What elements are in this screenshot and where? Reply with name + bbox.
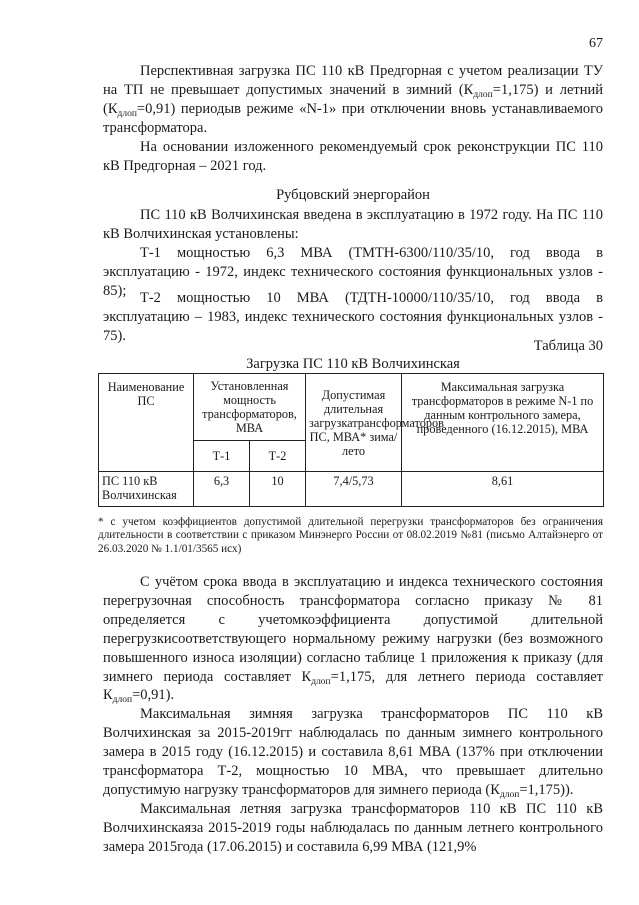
header-installed-power: Установленная мощность трансформаторов, МВА <box>194 374 306 441</box>
cell-t2-power: 10 <box>250 472 306 507</box>
table-row <box>99 472 604 507</box>
paragraph-transformer-t2: Т-2 мощностью 10 МВА (ТДТН-10000/110/35/10, год ввода в эксплуатацию – 1983, индекс технического состояния функциональных узлов - 75). <box>103 290 603 344</box>
header-t1: Т-1 <box>194 441 250 472</box>
section-heading: Рубцовский энергорайон <box>276 187 430 203</box>
table-footnote: * с учетом коэффициентов допустимой длительной перегрузки трансформаторов без ограничения длительности в соответствии с приказом Минэнерго России от 08.02.2019 №81 (письмо Алтайэнерго от 26.03.2020 № 1.1/01/3565 исх) <box>98 516 603 555</box>
bottom-text <box>103 573 603 857</box>
cell-t1-power: 6,3 <box>194 472 250 507</box>
paragraph-prospective-load: Перспективная загрузка ПС 110 кВ Предгорная с учетом реализации ТУ на ТП не превышает допустимых значений в зимний $(К_{длоп}=1,175)$ и летний $(К_{длоп}=0,91)$ периодыв режиме «N-1» при отключении вновь устанавливаемого трансформатора. <box>103 63 604 136</box>
paragraph-substation-intro: ПС 110 кВ Волчихинская введена в эксплуатацию в 1972 году. На ПС 110 кВ Волчихинская установлены: <box>103 207 603 242</box>
paragraph-summer-load: Максимальная летняя загрузка трансформаторов 110 кВ ПС 110 кВ Волчихинскаяза 2015-2019 годы наблюдалась по данным летнего контрольного замера 2015года (17.06.2015) и составила 6,99 МВА (121,9% <box>103 800 603 855</box>
cell-permissible-load: 7,4/5,73 <box>306 472 402 507</box>
table-title: Загрузка ПС 110 кВ Волчихинская <box>246 356 460 372</box>
paragraph-transformer-t1: Т-1 мощностью 6,3 МВА (ТМТН-6300/110/35/10, год ввода в эксплуатацию - 1972, индекс технического состояния функциональных узлов - 85); <box>103 245 603 299</box>
page-number: 67 <box>589 36 603 51</box>
load-table <box>98 373 604 507</box>
paragraph-reconstruction-term: На основании изложенного рекомендуемый срок реконструкции ПС 110 кВ Предгорная – 2021 год. <box>103 139 603 174</box>
table-header-row <box>99 374 604 441</box>
cell-max-load: 8,61 <box>402 472 604 507</box>
header-max-load: Максимальная загрузка трансформаторов в режиме N-1 по данным контрольного замера, проведенного (16.12.2015), МВА <box>402 374 604 472</box>
paragraph-overload-capacity: С учётом срока ввода в эксплуатацию и индекса технического состояния перегрузочная способность трансформатора согласно приказу № 81 определяется с учетомкоэффициента допустимой длительной перегрузкисоответствующего нормальному режиму нагрузки (без возможного повышенного износа изоляции) согласно таблице 1 приложения к приказу (для зимнего периода составляет $К_{длоп}=1,175$, для летнего периода составляет $К_{длоп}=0,91$). <box>103 574 604 706</box>
header-t2: Т-2 <box>250 441 306 472</box>
header-name: Наименование ПС <box>99 374 194 472</box>
paragraph-winter-load: Максимальная зимняя загрузка трансформаторов ПС 110 кВ Волчихинская за 2015-2019гг наблюдалась по данным зимнего контрольного замера в 2015 году (16.12.2015) и составила 8,61 МВА (137% при отключении трансформатора Т-2, мощностью 10 МВА, что превышает длительно допустимую нагрузку трансформаторов для зимнего периода $(К_{длоп}=1,175)$). <box>103 706 603 800</box>
cell-substation-name: ПС 110 кВ Волчихинская <box>99 472 194 507</box>
header-permissible-load: Допустимая длительная загрузкатрансформаторов ПС, МВА* зима/лето <box>306 374 402 472</box>
table-label: Таблица 30 <box>533 338 603 354</box>
